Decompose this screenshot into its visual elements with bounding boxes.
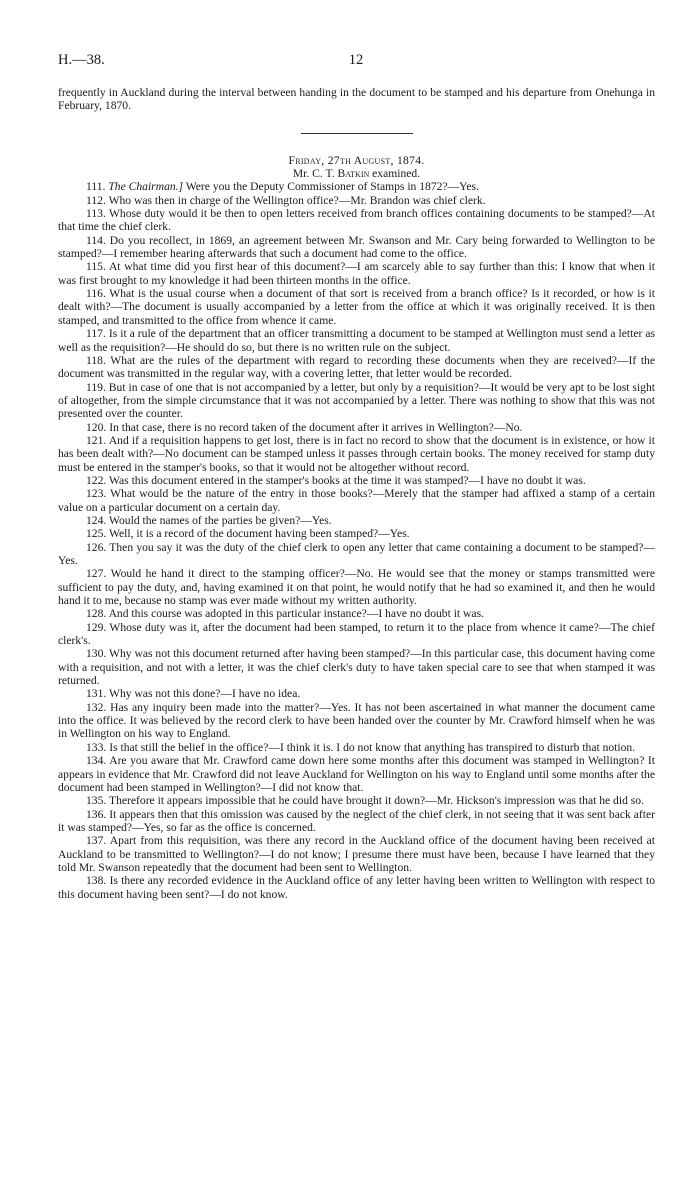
question-answer-text: At what time did you first hear of this document?—I am scarcely able to say further than this: I know that when it was first brought to my knowledge it had been thirteen months in the office. xyxy=(58,260,655,287)
testimony-paragraph xyxy=(58,567,655,607)
question-number: 135. xyxy=(86,794,107,808)
question-answer-text: Would he hand it direct to the stamping officer?—No. He would see that the money or stamps transmitted were sufficient to pay the duty, and, having examined it on that point, he would notify that he had so examined it, and then he would hand it to me, because no stamp was ever made without my written authority. xyxy=(58,567,655,608)
testimony-paragraph xyxy=(58,621,655,648)
testimony-paragraph xyxy=(58,381,655,421)
question-number: 118. xyxy=(86,353,106,367)
question-number: 133. xyxy=(86,740,107,754)
question-answer-text: Do you recollect, in 1869, an agreement between Mr. Swanson and Mr. Cary being forwarded to Wellington to be stamped?—I remember hearing afterwards that such a document had come to the office. xyxy=(58,233,655,261)
question-answer-text: Apart from this requisition, was there any record in the Auckland office of the document having been received at Auckland to be transmitted to Wellington?—I do not know; I presume there must have been, because I have learned that they told Mr. Swanson repeatedly that the document had been sent to Wellington. xyxy=(58,834,655,874)
witness-name: Batkin xyxy=(337,167,370,181)
question-number: 122. xyxy=(86,473,107,487)
dateline: Friday, 27th August, 1874. xyxy=(288,153,425,167)
witness-heading xyxy=(58,167,655,180)
question-number: 128. xyxy=(86,607,107,621)
testimony-paragraph xyxy=(58,194,655,207)
question-answer-text: Who was then in charge of the Wellington office?—Mr. Brandon was chief clerk. xyxy=(108,193,486,207)
testimony-paragraph xyxy=(58,754,655,794)
testimony-paragraph xyxy=(58,701,655,741)
question-number: 131. xyxy=(86,687,107,701)
question-answer-text: Were you the Deputy Commissioner of Stamps in 1872?—Yes. xyxy=(183,180,479,194)
question-number: 126. xyxy=(86,540,107,554)
question-number: 116. xyxy=(86,287,106,301)
testimony-paragraph xyxy=(58,794,655,807)
testimony-paragraph xyxy=(58,874,655,901)
testimony-paragraph xyxy=(58,474,655,487)
question-number: 120. xyxy=(86,420,107,434)
testimony-paragraph xyxy=(58,354,655,381)
question-answer-text: It appears then that this omission was caused by the neglect of the chief clerk, in not seeing that it was sent back after it was stamped?—Yes, so far as the office is concerned. xyxy=(58,807,656,834)
question-answer-text: Whose duty would it be then to open letters received from branch offices containing documents to be stamped?—At that time the chief clerk. xyxy=(58,207,655,234)
question-answer-text: Is it a rule of the department that an officer transmitting a document to be stamped at Wellington must send a letter as well as the requisition?—He should do so, but there is no written rule on the subject. xyxy=(58,327,655,354)
question-number: 138. xyxy=(86,874,107,888)
question-number: 132. xyxy=(86,700,107,714)
question-answer-text: Whose duty was it, after the document had been stamped, to return it to the place from whence it came?—The chief clerk's. xyxy=(58,620,655,648)
question-number: 137. xyxy=(86,834,107,848)
question-number: 112. xyxy=(86,193,106,207)
question-number: 125. xyxy=(86,527,107,541)
document-reference: H.—38. xyxy=(58,52,105,68)
question-number: 129. xyxy=(86,620,107,634)
question-answer-text: Is there any recorded evidence in the Auckland office of any letter having been written to Wellington with respect to this document having been sent?—I do not know. xyxy=(58,874,655,901)
testimony-paragraph xyxy=(58,647,655,687)
page-header xyxy=(58,52,654,70)
question-number: 121. xyxy=(86,433,107,447)
question-number: 114. xyxy=(86,233,106,247)
testimony-paragraph xyxy=(58,207,655,234)
question-answer-text: Has any inquiry been made into the matter?—Yes. It has not been ascertained in what manner the document came into the office. It was believed by the record clerk to have been handed over the counter by Mr. Crawford himself when he was in Wellington on his way to England. xyxy=(58,700,655,741)
section-divider xyxy=(301,133,413,134)
testimony-paragraph xyxy=(58,808,655,835)
question-answer-text: Well, it is a record of the document having been stamped?—Yes. xyxy=(109,527,410,541)
testimony-paragraph xyxy=(58,327,655,354)
question-number: 113. xyxy=(86,207,106,221)
question-answer-text: Therefore it appears impossible that he could have brought it down?—Mr. Hickson's impression was that he did so. xyxy=(109,794,644,808)
testimony-list xyxy=(58,180,655,901)
question-answer-text: In that case, there is no record taken of the document after it arrives in Wellington?—No. xyxy=(109,420,523,434)
testimony-paragraph xyxy=(58,527,655,540)
question-number: 117. xyxy=(86,327,106,341)
testimony-paragraph xyxy=(58,487,655,514)
testimony-paragraph xyxy=(58,260,655,287)
testimony-paragraph xyxy=(58,687,655,700)
testimony-paragraph xyxy=(58,180,655,193)
question-number: 119. xyxy=(86,380,106,394)
question-number: 124. xyxy=(86,513,107,527)
testimony-paragraph xyxy=(58,514,655,527)
document-body xyxy=(58,86,655,901)
testimony-paragraph xyxy=(58,421,655,434)
question-answer-text: Is that still the belief in the office?—I think it is. I do not know that anything has transpired to disturb that notion. xyxy=(109,740,636,754)
question-number: 123. xyxy=(86,487,107,501)
question-answer-text: But in case of one that is not accompanied by a letter, but only by a requisition?—It would be very apt to be lost sight of altogether, from the simple circumstance that it was not accompanied by a letter. There was nothing to show that this was not presented over the counter. xyxy=(58,380,655,421)
witness-suffix: examined. xyxy=(369,167,421,181)
question-answer-text: Why was not this document returned after having been stamped?—In this particular case, this document having come with a requisition, and not with a letter, it was the chief clerk's duty to have taken special care to see that when stamped it was returned. xyxy=(58,647,655,688)
question-answer-text: What are the rules of the department with regard to recording these documents when they are received?—If the document was transmitted in the regular way, with a covering letter, that letter would be recorded. xyxy=(58,353,655,381)
question-answer-text: What is the usual course when a document of that sort is received from a branch office? Is it recorded, or how is it dealt with?—The document is usually accompanied by a letter from the office at which it was originally received. It is then stamped, and transmitted to the office from whence it came. xyxy=(58,287,655,327)
testimony-paragraph xyxy=(58,234,655,261)
question-number: 127. xyxy=(86,567,107,581)
testimony-paragraph xyxy=(58,607,655,620)
testimony-paragraph xyxy=(58,287,655,327)
question-number: 134. xyxy=(86,754,107,768)
question-answer-text: What would be the nature of the entry in those books?—Merely that the stamper had affixed a stamp of a certain value on a particular document on a certain day. xyxy=(58,487,655,514)
question-number: 136. xyxy=(86,807,107,821)
question-number: 111. xyxy=(86,180,106,194)
page-number: 12 xyxy=(348,52,364,68)
question-answer-text: Would the names of the parties be given?—Yes. xyxy=(109,513,332,527)
question-number: 130. xyxy=(86,647,107,661)
intro-paragraph: frequently in Auckland during the interval between handing in the document to be stamped and his departure from Onehunga in February, 1870. xyxy=(58,86,655,113)
speaker-label: The Chairman.] xyxy=(108,180,184,194)
question-answer-text: Why was not this done?—I have no idea. xyxy=(109,687,301,701)
testimony-paragraph xyxy=(58,834,655,874)
testimony-paragraph xyxy=(58,541,655,568)
question-answer-text: Was this document entered in the stamper's books at the time it was stamped?—I have no doubt it was. xyxy=(109,473,586,487)
testimony-paragraph xyxy=(58,741,655,754)
witness-prefix: Mr. C. T. xyxy=(292,167,338,181)
question-answer-text: Are you aware that Mr. Crawford came down here some months after this document was stamped in Wellington? It appears in evidence that Mr. Crawford did not leave Auckland for Wellington on his way to England until some months after the document had been stamped in Wellington?—I did not know that. xyxy=(58,754,655,794)
question-number: 115. xyxy=(86,260,106,274)
question-answer-text: Then you say it was the duty of the chief clerk to open any letter that came containing a document to be stamped?—Yes. xyxy=(58,540,655,567)
testimony-paragraph xyxy=(58,434,655,474)
question-answer-text: And if a requisition happens to get lost, there is in fact no record to show that the document is in existence, or how it has been dealt with?—No document can be stamped unless it passes through certain books. The money received for stamp duty must be entered in the stamper's books, so that it would not be altogether without record. xyxy=(58,433,655,474)
question-answer-text: And this course was adopted in this particular instance?—I have no doubt it was. xyxy=(108,607,484,621)
